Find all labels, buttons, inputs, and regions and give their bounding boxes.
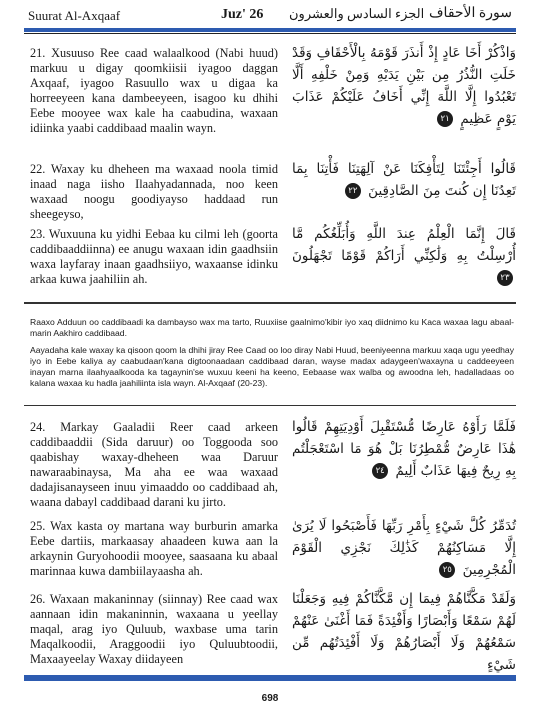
verse-arabic <box>292 515 516 581</box>
commentary-notes <box>30 317 514 395</box>
verse-arabic <box>292 158 516 202</box>
verse-arabic-text: قَالَ إِنَّمَا الْعِلْمُ عِندَ اللَّهِ وَأُبَلِّغُكُم مَّا أُرْسِلْتُ بِهِ وَلَٰكِنِّي أَرَاكُمْ قَوْمًا تَجْهَلُونَ <box>292 226 516 264</box>
verse-number-badge: ٢١ <box>437 111 453 127</box>
verse-arabic <box>292 42 516 130</box>
verse-translation: 23. Wuxuuna ku yidhi Eebaa ku cilmi leh (goorta caddibaaddiinna) ee anugu waxaan idin gaadhsiin waxa layfaray inaan gaadhsiiyo, waxaanse idinku arkaa kuwa jaahiliin ah. <box>30 227 278 286</box>
verse-translation: 21. Xusuuso Ree caad walaalkood (Nabi huud) markuu u digay qoomkiisii iyagoo daggan Axqaaf, iyagoo Rasuullo wax u digaa ka horreeyeen kana dambeeyeen, isagoo ku dhihi Eebe mooyee wax kale ha caabudina, waxaan idiinka yaabi caddibaad maalin wayn. <box>30 46 278 135</box>
header-rule-blue <box>24 28 516 32</box>
verse-number-badge: ٢٢ <box>345 183 361 199</box>
commentary-paragraph: Raaxo Adduun oo caddibaadi ka dambayso wax ma tarto, Ruuxiise gaalnimo'kibir iyo xaq diidnimo ku Kaca waxaa lagu abaal-marin Aakhiro caddibaad. <box>30 317 514 339</box>
verse-arabic <box>292 223 516 289</box>
verse-arabic-text: قَالُوا أَجِئْتَنَا لِتَأْفِكَنَا عَنْ آلِهَتِنَا فَأْتِنَا بِمَا تَعِدُنَا إِن كُنتَ مِنَ الصَّادِقِينَ <box>292 161 516 199</box>
verse-translation: 26. Waxaan makaninnay (siinnay) Ree caad wax aannaan idin makaninnin, waxaana u yeellay maqal, arag iyo Quluub, waxbase uma tarin Maqalkoodii, Araggoodii iyo Quluubtoodii, Maxaayeelay Waxay diidayeen <box>30 592 278 666</box>
verse-translation: 24. Markay Gaaladii Reer caad arkeen caddibaaddii (Sida daruur) oo Toggooda soo qaabishay waxay-dheheen waa Daruur nawaraabinaysa, Ma aha ee waa waxaad dadajisanayseen inuu yimaaddo oo caddibaad ah, waana dabayl caddibaad darani ku jirto. <box>30 420 278 509</box>
verse-number-badge: ٢٥ <box>439 562 455 578</box>
header-rule-black <box>24 33 516 34</box>
verse-arabic <box>292 416 516 482</box>
footer-rule-blue <box>24 675 516 681</box>
verse-translation: 25. Wax kasta oy martana way burburin amarka Eebe dartiis, markaasay ahaadeen kuwa aan la arkaynin Guryohoodii mooyee, saasaana ku abaal marinnaa kuwa dambiilayaasha ah. <box>30 519 278 578</box>
page-header <box>0 0 540 30</box>
verse-arabic-text: وَاذْكُرْ أَخَا عَادٍ إِذْ أَنذَرَ قَوْمَهُ بِالْأَحْقَافِ وَقَدْ خَلَتِ النُّذُرُ مِن بَيْنِ يَدَيْهِ وَمِنْ خَلْفِهِ أَلَّا تَعْبُدُوا إِلَّا اللَّهَ إِنِّي أَخَافُ عَلَيْكُمْ عَذَابَ يَوْمٍ عَظِيمٍ <box>292 45 516 127</box>
surah-arabic: سورة الأحقاف <box>429 6 512 21</box>
surah-name: Suurat Al-Axqaaf <box>28 8 121 23</box>
verse-arabic <box>292 588 516 676</box>
commentary-paragraph: Aayadaha kale waxay ka qisoon qoom la dhihi jiray Ree Caad oo loo diray Nabi Huud, beeniyeenna markuu xaqa ugu yeedhay iyo in Eebe kaliya ay caabudaan'kana digtoonaadaan caddibaad daran, wayse madax adaygeen'waxayna u caddeeyeen inayan marna ilaahyaalkooda ka tagaynin'se wuxuu keeni ha keeno, Eebaase wax walba og awoodna leh, hadalladaas oo kalana waxaa ku hadla jaahiliinta isla wayn. Al-Axqaaf (20-23). <box>30 344 514 389</box>
section-divider <box>24 302 516 304</box>
verse-translation: 22. Waxay ku dheheen ma waxaad noola timid inaad naga iisho Ilaahyadannada, noo keen waxaad noogu goodiyayso haddaad run sheegeyso, <box>30 162 278 221</box>
verse-number-badge: ٢٤ <box>372 463 388 479</box>
verse-arabic-text: فَلَمَّا رَأَوْهُ عَارِضًا مُّسْتَقْبِلَ أَوْدِيَتِهِمْ قَالُوا هَٰذَا عَارِضٌ مُّمْطِرُنَا بَلْ هُوَ مَا اسْتَعْجَلْتُم بِهِ رِيحٌ فِيهَا عَذَابٌ أَلِيمٌ <box>292 419 516 479</box>
page-number: 698 <box>261 693 279 704</box>
juz-label: Juz' 26 <box>221 7 264 22</box>
verse-arabic-text: وَلَقَدْ مَكَّنَّاهُمْ فِيمَا إِن مَّكَّنَّاكُمْ فِيهِ وَجَعَلْنَا لَهُمْ سَمْعًا وَأَبْصَارًا وَأَفْئِدَةً فَمَا أَغْنَىٰ عَنْهُمْ سَمْعُهُمْ وَلَا أَبْصَارُهُمْ وَلَا أَفْئِدَتُهُم مِّن شَيْءٍ <box>292 591 516 673</box>
section-divider <box>24 405 516 406</box>
verse-number-badge: ٢٣ <box>497 270 513 286</box>
verse-arabic-text: تُدَمِّرُ كُلَّ شَيْءٍ بِأَمْرِ رَبِّهَا فَأَصْبَحُوا لَا يُرَىٰ إِلَّا مَسَاكِنُهُمْ كَذَٰلِكَ نَجْزِي الْقَوْمَ الْمُجْرِمِينَ <box>292 518 516 578</box>
juz-arabic: الجزء السادس والعشرون <box>289 6 425 21</box>
